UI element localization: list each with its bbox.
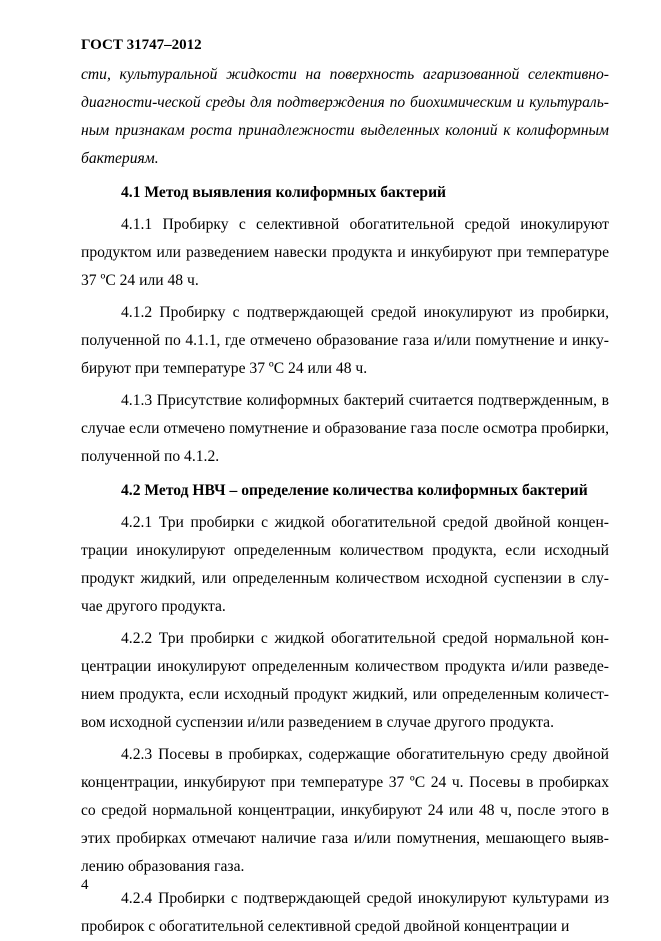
paragraph-4-2-2: 4.2.2 Три пробирки с жидкой обогатительной средой нормальной кон-центрации инокулируют определенным количеством продукта и/или разведе-нием продукта, если исходный продукт жидкий, или определенным количест-вом исходной суспензии и/или разведением в случае другого продукта. — [81, 630, 609, 731]
paragraph-4-2-3: 4.2.3 Посевы в пробирках, содержащие обогатительную среду двойной концентрации, инкубируют при температуре 37 ºС 24 ч. Посевы в пробирках со средой нормальной концентрации, инкубируют 24 или 48 ч, после этого в этих пробирках отмечают наличие газа и/или помутнения, мешающего выяв-лению образования газа. — [81, 746, 609, 875]
page-header: ГОСТ 31747–2012 — [81, 37, 202, 53]
paragraph-4-2-4: 4.2.4 Пробирки с подтверждающей средой инокулируют культурами из пробирок с обогатительной селективной средой двойной концентрации и — [81, 890, 609, 935]
paragraph-4-2-1: 4.2.1 Три пробирки с жидкой обогатительной средой двойной концен-трации инокулируют определенным количеством продукта, если исходный продукт жидкий, или определенным количеством исходной суспензии в слу-чае другого продукта. — [81, 514, 609, 615]
section-heading-4-1: 4.1 Метод выявления колиформных бактерий — [121, 184, 447, 201]
page-number: 4 — [81, 877, 89, 893]
intro-paragraph: сти, культуральной жидкости на поверхность агаризованной селективно-диагности-ческой среды для подтверждения по биохимическим и культураль-ным признакам роста принадлежности выделенных колоний к колиформным бактериям. — [81, 66, 609, 167]
paragraph-4-1-2: 4.1.2 Пробирку с подтверждающей средой инокулируют из пробирки, полученной по 4.1.1, где отмечено образование газа и/или помутнение и инку-бируют при температуре 37 ºС 24 или 48 ч. — [81, 304, 609, 377]
paragraph-4-1-1: 4.1.1 Пробирку с селективной обогатительной средой инокулируют продуктом или разведением навески продукта и инкубируют при температуре 37 ºС 24 или 48 ч. — [81, 216, 609, 289]
section-heading-4-2: 4.2 Метод НВЧ – определение количества колиформных бактерий — [121, 482, 588, 499]
paragraph-4-1-3: 4.1.3 Присутствие колиформных бактерий считается подтвержденным, в случае если отмечено помутнение и образование газа после осмотра пробирки, полученной по 4.1.2. — [81, 392, 609, 465]
document-body — [81, 61, 609, 941]
